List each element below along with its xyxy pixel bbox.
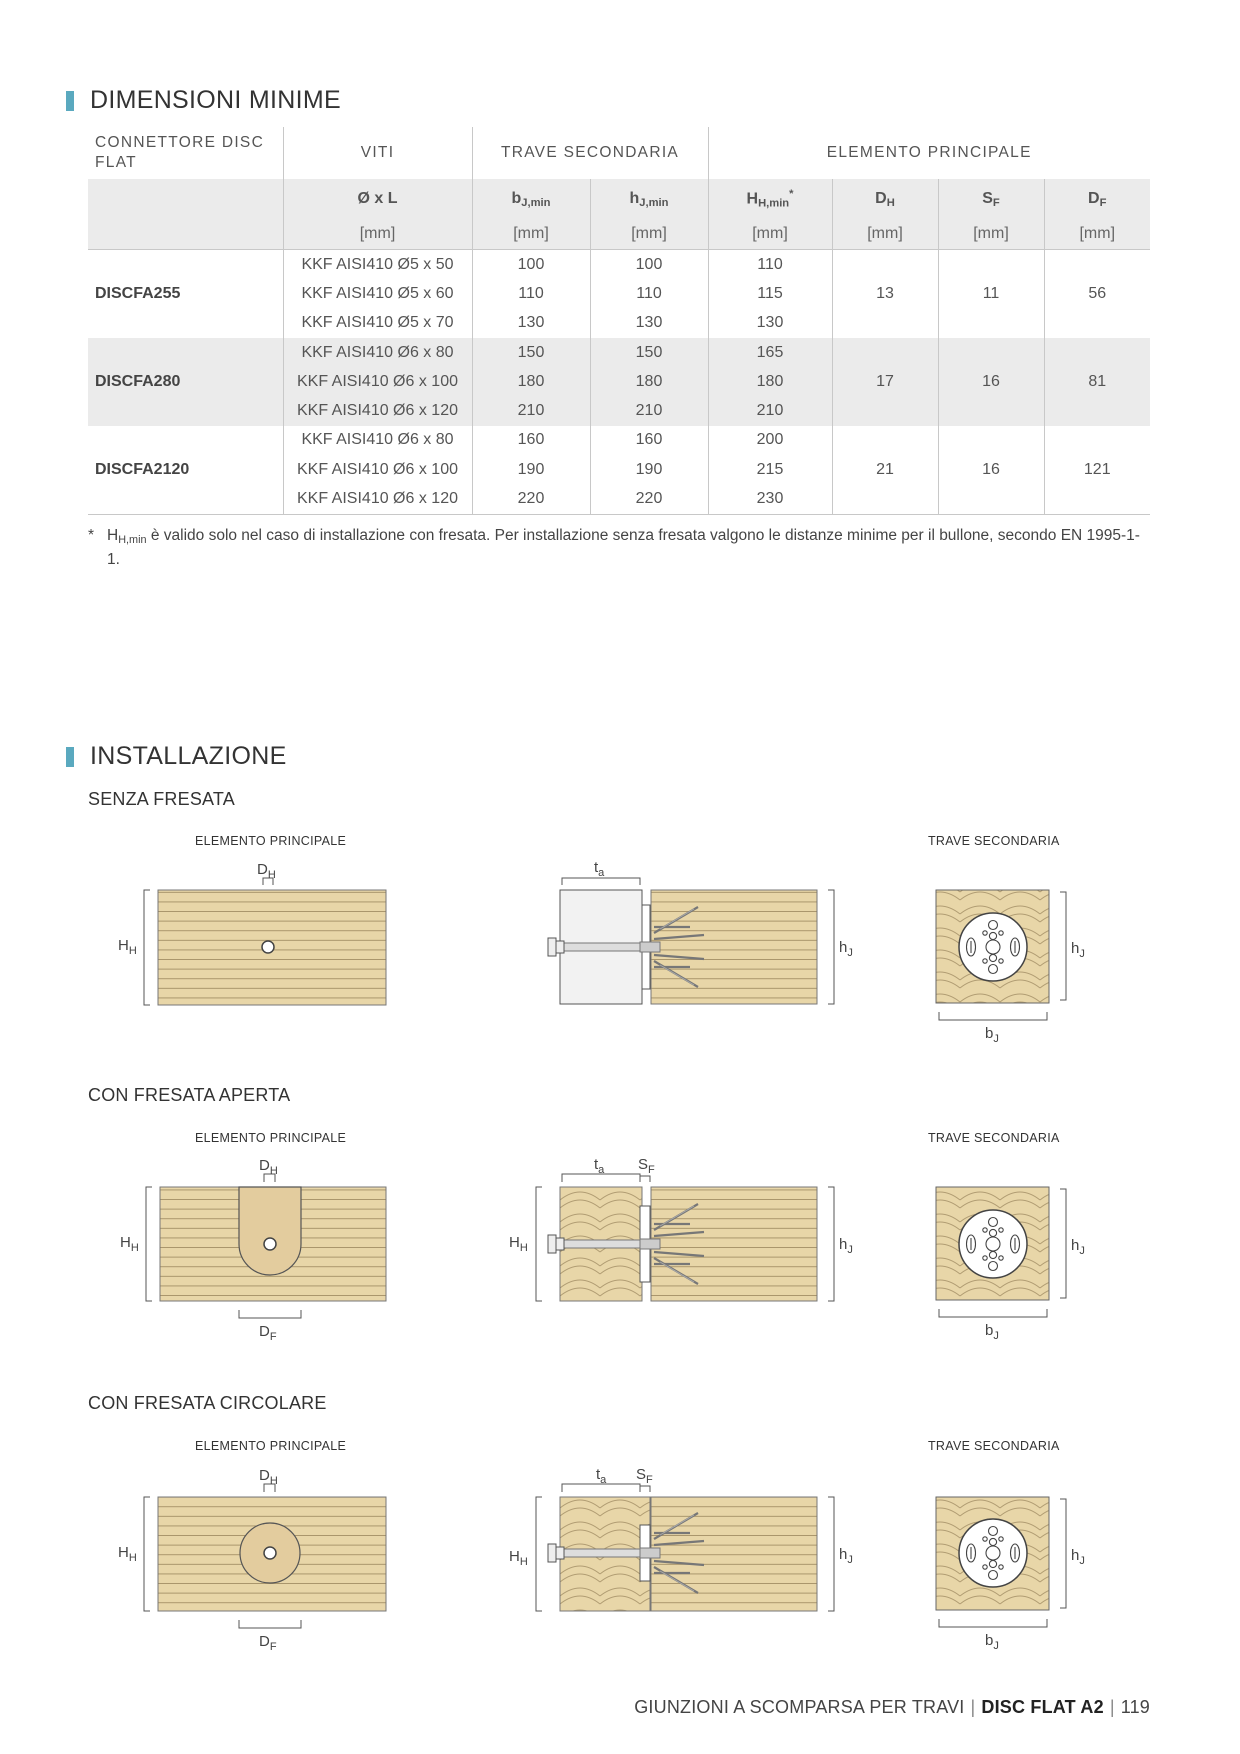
df-cell: 81 — [1044, 338, 1150, 426]
label-sf: $S_F$ — [638, 1156, 655, 1176]
connector-code: DISCFA280 — [88, 338, 283, 426]
dh-cell: 13 — [832, 250, 938, 338]
caption-main-element: ELEMENTO PRINCIPALE — [195, 1131, 347, 1145]
screw-cell: KKF AISI410 Ø6 x 120 — [283, 484, 472, 514]
hj-cell: 190 — [590, 455, 708, 484]
screw-cell: KKF AISI410 Ø6 x 80 — [283, 426, 472, 455]
label-ta: $t_a$ — [594, 859, 605, 879]
unit-cell: [mm] — [708, 219, 832, 250]
hj-cell: 210 — [590, 396, 708, 425]
page-footer: GIUNZIONI A SCOMPARSA PER TRAVI | DISC FLAT A2 | 119 — [634, 1697, 1150, 1717]
header-screws: VITI — [283, 127, 472, 179]
label-hh: $H_H$ — [118, 937, 137, 957]
screw-cell: KKF AISI410 Ø6 x 80 — [283, 338, 472, 367]
caption-secondary-beam: TRAVE SECONDARIA — [928, 1439, 1060, 1453]
row1-connection-section — [548, 859, 853, 1004]
hh-cell: 130 — [708, 309, 832, 338]
header-secondary-beam: TRAVE SECONDARIA — [472, 127, 708, 179]
label-ta: $t_a$ — [594, 1156, 605, 1176]
unit-cell: [mm] — [590, 219, 708, 250]
label-hj: $h_J$ — [839, 1236, 853, 1256]
bj-cell: 220 — [472, 484, 590, 514]
connector-code: DISCFA255 — [95, 284, 181, 302]
caption-main-element: ELEMENTO PRINCIPALE — [195, 1439, 347, 1453]
screw-cell: KKF AISI410 Ø6 x 100 — [283, 367, 472, 396]
label-dh: $D_H$ — [259, 1467, 278, 1487]
hh-cell: 215 — [708, 455, 832, 484]
caption-main-element: ELEMENTO PRINCIPALE — [195, 834, 347, 848]
label-hh: $H_H$ — [509, 1548, 528, 1568]
label-hj: $h_J$ — [839, 939, 853, 959]
section-title-text: INSTALLAZIONE — [90, 742, 287, 770]
footer-product: DISC FLAT A2 — [981, 1697, 1104, 1717]
label-df: $D_F$ — [259, 1633, 277, 1653]
screw-cell: KKF AISI410 Ø6 x 100 — [283, 455, 472, 484]
screw-cell: KKF AISI410 Ø6 x 120 — [283, 396, 472, 425]
hh-cell: 115 — [708, 279, 832, 308]
section-title-text: DIMENSIONI MINIME — [90, 86, 341, 114]
subtitle-fresata-circolare: CON FRESATA CIRCOLARE — [88, 1393, 327, 1413]
symbol-screw: Ø x L — [283, 179, 472, 219]
hh-cell: 110 — [708, 250, 832, 280]
header-main-element: ELEMENTO PRINCIPALE — [708, 127, 1150, 179]
label-hj: $h_J$ — [1071, 1547, 1085, 1567]
hj-cell: 180 — [590, 367, 708, 396]
hj-cell: 130 — [590, 309, 708, 338]
unit-cell: [mm] — [1044, 219, 1150, 250]
page-number: 119 — [1120, 1697, 1150, 1717]
row3-connection-section — [509, 1466, 853, 1611]
label-hh: $H_H$ — [509, 1234, 528, 1254]
row2-secondary-beam — [936, 1187, 1085, 1342]
bj-cell: 210 — [472, 396, 590, 425]
label-bj: $b_J$ — [985, 1632, 999, 1652]
symbol-dh: $D_H$ — [832, 179, 938, 219]
label-hh: $H_H$ — [118, 1544, 137, 1564]
hh-cell: 180 — [708, 367, 832, 396]
label-ta: $t_a$ — [596, 1466, 607, 1486]
df-cell: 121 — [1044, 426, 1150, 514]
unit-cell: [mm] — [938, 219, 1044, 250]
row3-main-element — [118, 1467, 386, 1653]
connector-code: DISCFA2120 — [88, 426, 283, 514]
screw-cell: KKF AISI410 Ø5 x 70 — [283, 309, 472, 338]
hj-cell: 150 — [590, 338, 708, 367]
symbol-df: $D_F$ — [1044, 179, 1150, 219]
label-bj: $b_J$ — [985, 1025, 999, 1045]
bj-cell: 100 — [472, 250, 590, 280]
df-cell: 56 — [1044, 250, 1150, 338]
row1-main-element — [118, 861, 386, 1005]
footer-series: GIUNZIONI A SCOMPARSA PER TRAVI — [634, 1697, 965, 1717]
sf-cell: 11 — [938, 250, 1044, 338]
symbol-hh: $H_{H,min}^*$ — [708, 179, 832, 219]
row3-secondary-beam — [936, 1497, 1085, 1652]
subtitle-senza-fresata: SENZA FRESATA — [88, 789, 235, 809]
bj-cell: 180 — [472, 367, 590, 396]
unit-cell: [mm] — [832, 219, 938, 250]
hj-cell: 100 — [590, 250, 708, 280]
bj-cell: 160 — [472, 426, 590, 455]
footnote-star: * — [88, 527, 95, 544]
label-hj: $h_J$ — [1071, 940, 1085, 960]
hh-cell: 165 — [708, 338, 832, 367]
label-dh: $D_H$ — [257, 861, 276, 881]
hh-cell: 200 — [708, 426, 832, 455]
label-bj: $b_J$ — [985, 1322, 999, 1342]
hj-cell: 110 — [590, 279, 708, 308]
hj-cell: 220 — [590, 484, 708, 514]
bj-cell: 150 — [472, 338, 590, 367]
label-hj: $h_J$ — [839, 1546, 853, 1566]
symbol-hj: $h_{J,min}$ — [590, 179, 708, 219]
unit-cell: [mm] — [283, 219, 472, 250]
symbol-bj: $b_{J,min}$ — [472, 179, 590, 219]
hj-cell: 160 — [590, 426, 708, 455]
row1-secondary-beam — [936, 890, 1085, 1045]
dh-cell: 21 — [832, 426, 938, 514]
hh-cell: 210 — [708, 396, 832, 425]
caption-secondary-beam: TRAVE SECONDARIA — [928, 834, 1060, 848]
row2-main-element — [120, 1157, 386, 1343]
label-df: $D_F$ — [259, 1323, 277, 1343]
bj-cell: 190 — [472, 455, 590, 484]
subtitle-fresata-aperta: CON FRESATA APERTA — [88, 1085, 291, 1105]
sf-cell: 16 — [938, 426, 1044, 514]
symbol-sf: $S_F$ — [938, 179, 1044, 219]
row2-connection-section — [509, 1156, 853, 1301]
label-hj: $h_J$ — [1071, 1237, 1085, 1257]
bj-cell: 130 — [472, 309, 590, 338]
unit-cell: [mm] — [472, 219, 590, 250]
bj-cell: 110 — [472, 279, 590, 308]
label-dh: $D_H$ — [259, 1157, 278, 1177]
header-connector: CONNETTORE DISC FLAT — [95, 134, 265, 171]
hh-cell: 230 — [708, 484, 832, 514]
footnote-text: è valido solo nel caso di installazione con fresata. Per installazione senza fresata valgono le distanze minime per il bullone, secondo EN 1995-1-1. — [107, 527, 1140, 568]
label-sf: $S_F$ — [636, 1466, 653, 1486]
screw-cell: KKF AISI410 Ø5 x 50 — [283, 250, 472, 280]
caption-secondary-beam: TRAVE SECONDARIA — [928, 1131, 1060, 1145]
label-hh: $H_H$ — [120, 1234, 139, 1254]
sf-cell: 16 — [938, 338, 1044, 426]
dh-cell: 17 — [832, 338, 938, 426]
screw-cell: KKF AISI410 Ø5 x 60 — [283, 279, 472, 308]
table-footnote: * $H_{H,min}$ è valido solo nel caso di installazione con fresata. Per installazione senza fresata valgono le distanze minime per il bullone, secondo EN 1995-1-1. — [88, 527, 1140, 568]
